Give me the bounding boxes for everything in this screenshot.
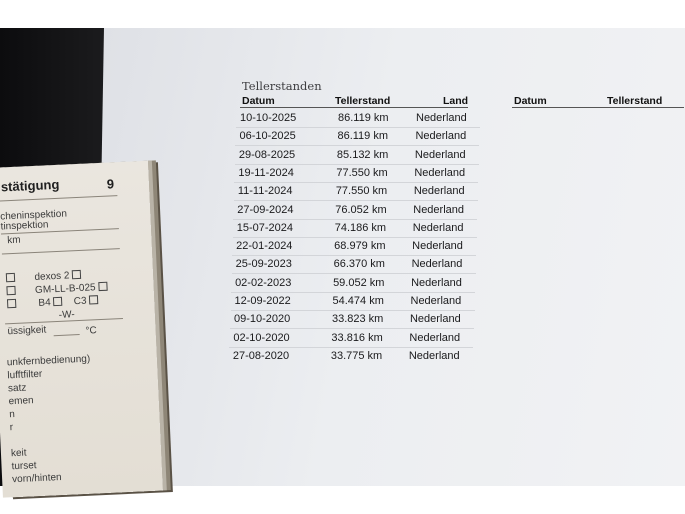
booklet-page-number: 9 [106, 176, 115, 192]
booklet-n: n [8, 409, 16, 421]
checkbox-icon [72, 270, 81, 279]
booklet-celsius: °C [85, 325, 97, 337]
booklet-keit: keit [10, 447, 27, 460]
row-separator [230, 328, 474, 329]
cell-date: 02-02-2023 [235, 276, 292, 289]
booklet-rule [0, 195, 117, 201]
row-separator [232, 273, 476, 274]
service-booklet [0, 161, 163, 498]
row-separator [234, 200, 478, 201]
cell-country: Nederland [416, 112, 467, 124]
checkbox-icon [89, 295, 98, 304]
cell-date: 19-11-2024 [238, 166, 294, 179]
cell-odometer: 33.816 km [331, 331, 383, 344]
booklet-dexos: dexos 2 [34, 270, 70, 283]
checkbox-icon [6, 273, 15, 282]
cell-date: 15-07-2024 [236, 221, 293, 234]
cell-odometer: 77.550 km [335, 185, 388, 198]
cell-odometer: 33.775 km [330, 349, 383, 362]
cell-country: Nederland [411, 258, 463, 271]
cell-odometer: 86.119 km [338, 112, 389, 124]
booklet-filter: lufftfilter [7, 368, 43, 382]
cell-country: Nederland [412, 221, 464, 234]
booklet-b4: B4 [38, 297, 51, 309]
booklet-title: stätigung [0, 176, 60, 195]
cell-date: 06-10-2025 [239, 130, 296, 143]
cell-odometer: 68.979 km [334, 240, 386, 253]
row-separator [233, 237, 477, 238]
booklet-remote: unkfernbedienung) [6, 353, 91, 369]
checkbox-icon [53, 297, 62, 306]
row-separator [233, 219, 477, 220]
row-separator [231, 310, 475, 311]
cell-date: 10-10-2025 [240, 112, 297, 124]
booklet-turset: turset [11, 460, 37, 473]
document-title: Tellerstanden [242, 79, 322, 93]
table-row [223, 350, 473, 368]
cell-odometer: 74.186 km [334, 221, 387, 234]
checkbox-icon [7, 299, 16, 308]
checkbox-icon [98, 282, 107, 291]
cell-country: Nederland [410, 295, 462, 307]
booklet-r: r [9, 422, 14, 434]
cell-date: 22-01-2024 [236, 240, 293, 253]
cell-odometer: 33.823 km [331, 313, 384, 326]
cell-date: 12-09-2022 [234, 295, 291, 307]
cell-date: 27-09-2024 [237, 203, 294, 216]
row-separator [231, 292, 475, 293]
cell-odometer: 54.474 km [332, 295, 384, 307]
checkbox-icon [6, 286, 15, 295]
cell-odometer: 76.052 km [335, 203, 387, 216]
cell-date: 25-09-2023 [235, 258, 292, 271]
booklet-riemen: emen [8, 395, 34, 408]
header-odometer-2: Tellerstand [607, 95, 663, 107]
booklet-rule [2, 248, 120, 254]
booklet-c3: C3 [73, 295, 87, 308]
row-separator [235, 145, 479, 146]
row-separator [229, 347, 473, 348]
row-separator [236, 127, 480, 128]
cell-country: Nederland [415, 130, 467, 143]
cell-country: Nederland [414, 148, 466, 161]
cell-date: 11-11-2024 [237, 185, 293, 198]
row-separator [232, 255, 476, 256]
row-separator [235, 164, 479, 165]
booklet-row-b4 [4, 295, 99, 310]
booklet-w: -W- [58, 309, 75, 321]
header-date-2: Datum [514, 95, 547, 107]
header-underline [240, 107, 468, 108]
row-separator [234, 182, 478, 183]
cell-country: Nederland [414, 166, 466, 179]
cell-date: 09-10-2020 [233, 313, 291, 326]
cell-country: Nederland [409, 331, 461, 344]
booklet-vorn: vorn/hinten [11, 471, 62, 486]
cell-country: Nederland [412, 240, 463, 253]
header-country: Land [443, 95, 469, 107]
booklet-fluid: üssigkeit [7, 324, 47, 338]
cell-country: Nederland [408, 349, 460, 362]
booklet-inspection-2: tinspektion [0, 219, 49, 233]
cell-odometer: 77.550 km [336, 166, 388, 179]
header-odometer: Tellerstand [335, 95, 391, 107]
booklet-gm-ll: GM-LL-B-025 [34, 282, 96, 296]
cell-country: Nederland [413, 203, 465, 216]
cell-country: Nederland [409, 313, 461, 326]
cell-date: 02-10-2020 [233, 331, 290, 344]
booklet-inspection-1: cheninspektion [0, 208, 68, 223]
booklet-satz: satz [7, 382, 27, 395]
header-date: Datum [242, 95, 275, 107]
booklet-rule [54, 334, 80, 336]
cell-odometer: 86.119 km [337, 130, 389, 143]
cell-odometer: 59.052 km [333, 276, 385, 289]
cell-odometer: 85.132 km [336, 148, 389, 161]
booklet-km: km [7, 234, 21, 247]
cell-date: 27-08-2020 [232, 349, 290, 362]
cell-odometer: 66.370 km [333, 258, 385, 271]
cell-country: Nederland [411, 276, 462, 289]
odometer-readings-document [230, 76, 685, 376]
booklet-row-dexos [3, 270, 82, 285]
cell-country: Nederland [413, 185, 465, 198]
header-underline-2 [512, 107, 684, 108]
cell-date: 29-08-2025 [238, 148, 296, 161]
